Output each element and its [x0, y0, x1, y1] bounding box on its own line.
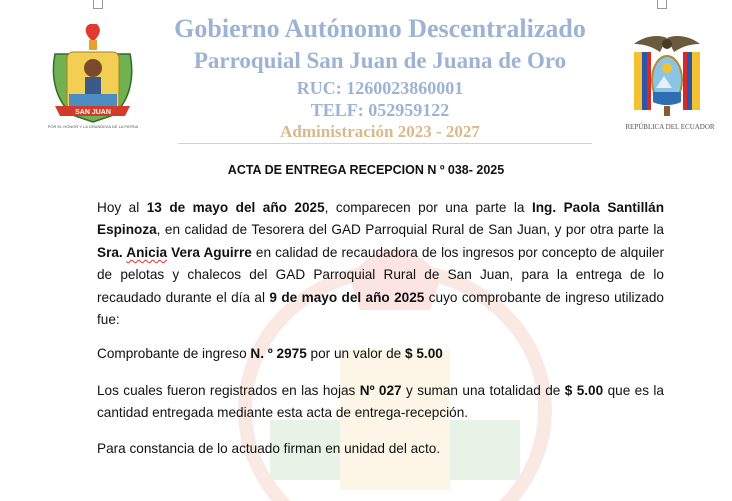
p1-date2: 9 de mayo del año 2025	[269, 289, 425, 305]
administration-period: Administración 2023 - 2027	[280, 122, 480, 141]
p3-text-b: y suman una totalidad de	[401, 383, 565, 398]
paragraph-total	[97, 380, 664, 425]
p1-text-c: , en calidad de Tesorera del GAD Parroquial Rural de San Juan, y por otra parte la	[156, 222, 664, 238]
p1-date: 13 de mayo del año 2025	[146, 200, 325, 215]
paragraph-closing: Para constancia de lo actuado firman en unidad del acto.	[97, 441, 441, 456]
page-corner-mark-right	[657, 0, 667, 9]
p1-person2-title: Sra.	[97, 244, 127, 260]
p3-amount: $ 5.00	[564, 383, 604, 398]
ruc-number: RUC: 1260023860001	[296, 78, 464, 98]
p2-receipt-number: N. º 2975	[250, 346, 307, 361]
document-title: ACTA DE ENTREGA RECEPCION N º 038- 2025	[227, 163, 505, 177]
p2-amount: $ 5.00	[405, 346, 443, 361]
paragraph-intro	[97, 197, 664, 331]
p1-person2-first-name: Anicia	[126, 244, 168, 260]
logo-motto-text: POR EL HONOR Y LA GRANDEZA DE LA PATRIA	[47, 124, 139, 129]
p3-sheet-number: Nº 027	[359, 383, 402, 398]
page-corner-mark-left	[93, 0, 103, 9]
paragraph-receipt	[97, 343, 664, 365]
p3-text-c: que es la cantidad entregada mediante esta acta de entrega-recepción.	[97, 383, 664, 421]
header-divider	[178, 143, 592, 144]
p1-text-e: cuyo comprobante de ingreso utilizado fue:	[97, 289, 664, 328]
institution-name-line1: Gobierno Autónomo Descentralizado	[174, 14, 586, 43]
p1-person2-surname: Vera Aguirre	[167, 244, 252, 260]
logo-banner-text: SAN JUAN	[75, 109, 111, 116]
phone-number: TELF: 052959122	[310, 100, 450, 120]
p2-text-a: Comprobante de ingreso	[97, 346, 251, 361]
p1-person1: Ing. Paola Santillán Espinoza	[97, 200, 664, 238]
p2-text-b: por un valor de	[306, 346, 406, 361]
ecuador-logo-caption: REPÚBLICA DEL ECUADOR	[625, 123, 715, 131]
institution-name-line2: Parroquial San Juan de Juana de Oro	[193, 48, 567, 73]
p1-text-b: , comparecen por una parte la	[324, 200, 532, 215]
p1-text-d: en calidad de recaudadora de los ingresos por concepto de alquiler de pelotas y chalecos del GAD Parroquial Rural de San Juan, para la entrega de lo recaudado durante el día al	[97, 244, 665, 305]
p1-text-a: Hoy al	[97, 200, 147, 215]
p3-text-a: Los cuales fueron registrados en las hojas	[97, 383, 360, 398]
